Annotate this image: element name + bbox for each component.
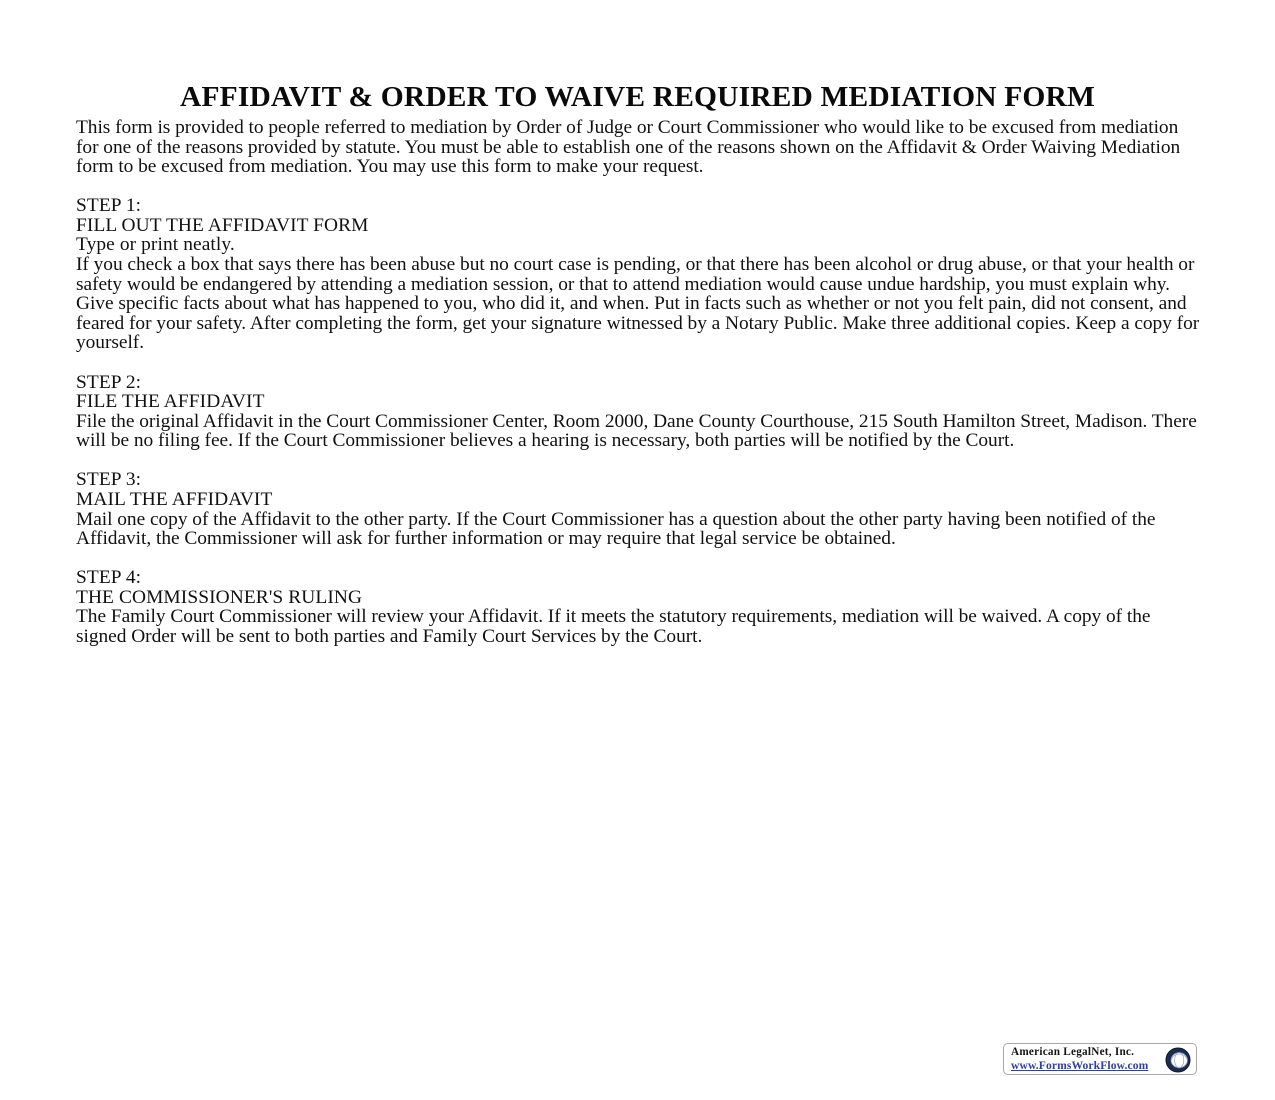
step-heading-3: MAIL THE AFFIDAVIT [76, 489, 273, 510]
step-label-1: STEP 1: [76, 195, 142, 217]
spacer [76, 451, 1200, 471]
step-section-4 [76, 568, 1200, 646]
step-body-1: If you check a box that says there has been abuse but no court case is pending, or that there has been alcohol or drug abuse, or that your health or safety would be endangered by attending a mediation session, or that to attend mediation would cause undue hardship, you must explain why. Give specific facts about what has happened to you, who did it, and when. Put in facts such as whether or not you felt pain, did not consent, and feared for your safety. After completing the form, get your signature witnessed by a Notary Public. Make three additional copies. Keep a copy for yourself. [76, 254, 1200, 354]
step-label-2: STEP 2: [76, 371, 142, 393]
step-section-3 [76, 470, 1200, 548]
american-legalnet-badge[interactable] [1003, 1043, 1197, 1075]
badge-company-name: American LegalNet, Inc. [1011, 1046, 1135, 1058]
step-heading-2: FILE THE AFFIDAVIT [76, 391, 265, 413]
page-title: AFFIDAVIT & ORDER TO WAIVE REQUIRED MEDIATION FORM [180, 82, 1095, 114]
step-subheading-1: Type or print neatly. [76, 234, 235, 256]
step-heading-1: FILL OUT THE AFFIDAVIT FORM [76, 214, 369, 236]
badge-text [1011, 1045, 1157, 1073]
step-body-3: Mail one copy of the Affidavit to the other party. If the Court Commissioner has a question about the other party having been notified of the Affidavit, the Commissioner will ask for further information or may require that legal service be obtained. [76, 508, 1156, 550]
step-body-4: The Family Court Commissioner will review your Affidavit. If it meets the statutory requirements, mediation will be waived. A copy of the signed Order will be sent to both parties and Family Court Services by the Court. [76, 606, 1151, 648]
step-label-4: STEP 4: [76, 567, 142, 589]
document-body [76, 118, 1200, 647]
spacer [76, 353, 1200, 373]
step-section-2 [76, 373, 1200, 451]
spacer [76, 549, 1200, 569]
step-body-2: File the original Affidavit in the Court Commissioner Center, Room 2000, Dane County Courthouse, 215 South Hamilton Street, Madison. There will be no filing fee. If the Court Commissioner believes a hearing is necessary, both parties will be notified by the Court. [76, 410, 1197, 452]
step-label-3: STEP 3: [76, 469, 142, 491]
intro-paragraph: This form is provided to people referred to mediation by Order of Judge or Court Commissioner who would like to be excused from mediation for one of the reasons provided by statute. You must be able to establish one of the reasons shown on the Affidavit & Order Waiving Mediation form to be excused from mediation. You may use this form to make your request. [76, 117, 1181, 178]
spacer [76, 177, 1200, 197]
step-section-1 [76, 196, 1200, 353]
badge-website-link[interactable]: www.FormsWorkFlow.com [1011, 1059, 1149, 1072]
globe-logo-icon [1165, 1047, 1191, 1073]
step-heading-4: THE COMMISSIONER'S RULING [76, 586, 363, 608]
